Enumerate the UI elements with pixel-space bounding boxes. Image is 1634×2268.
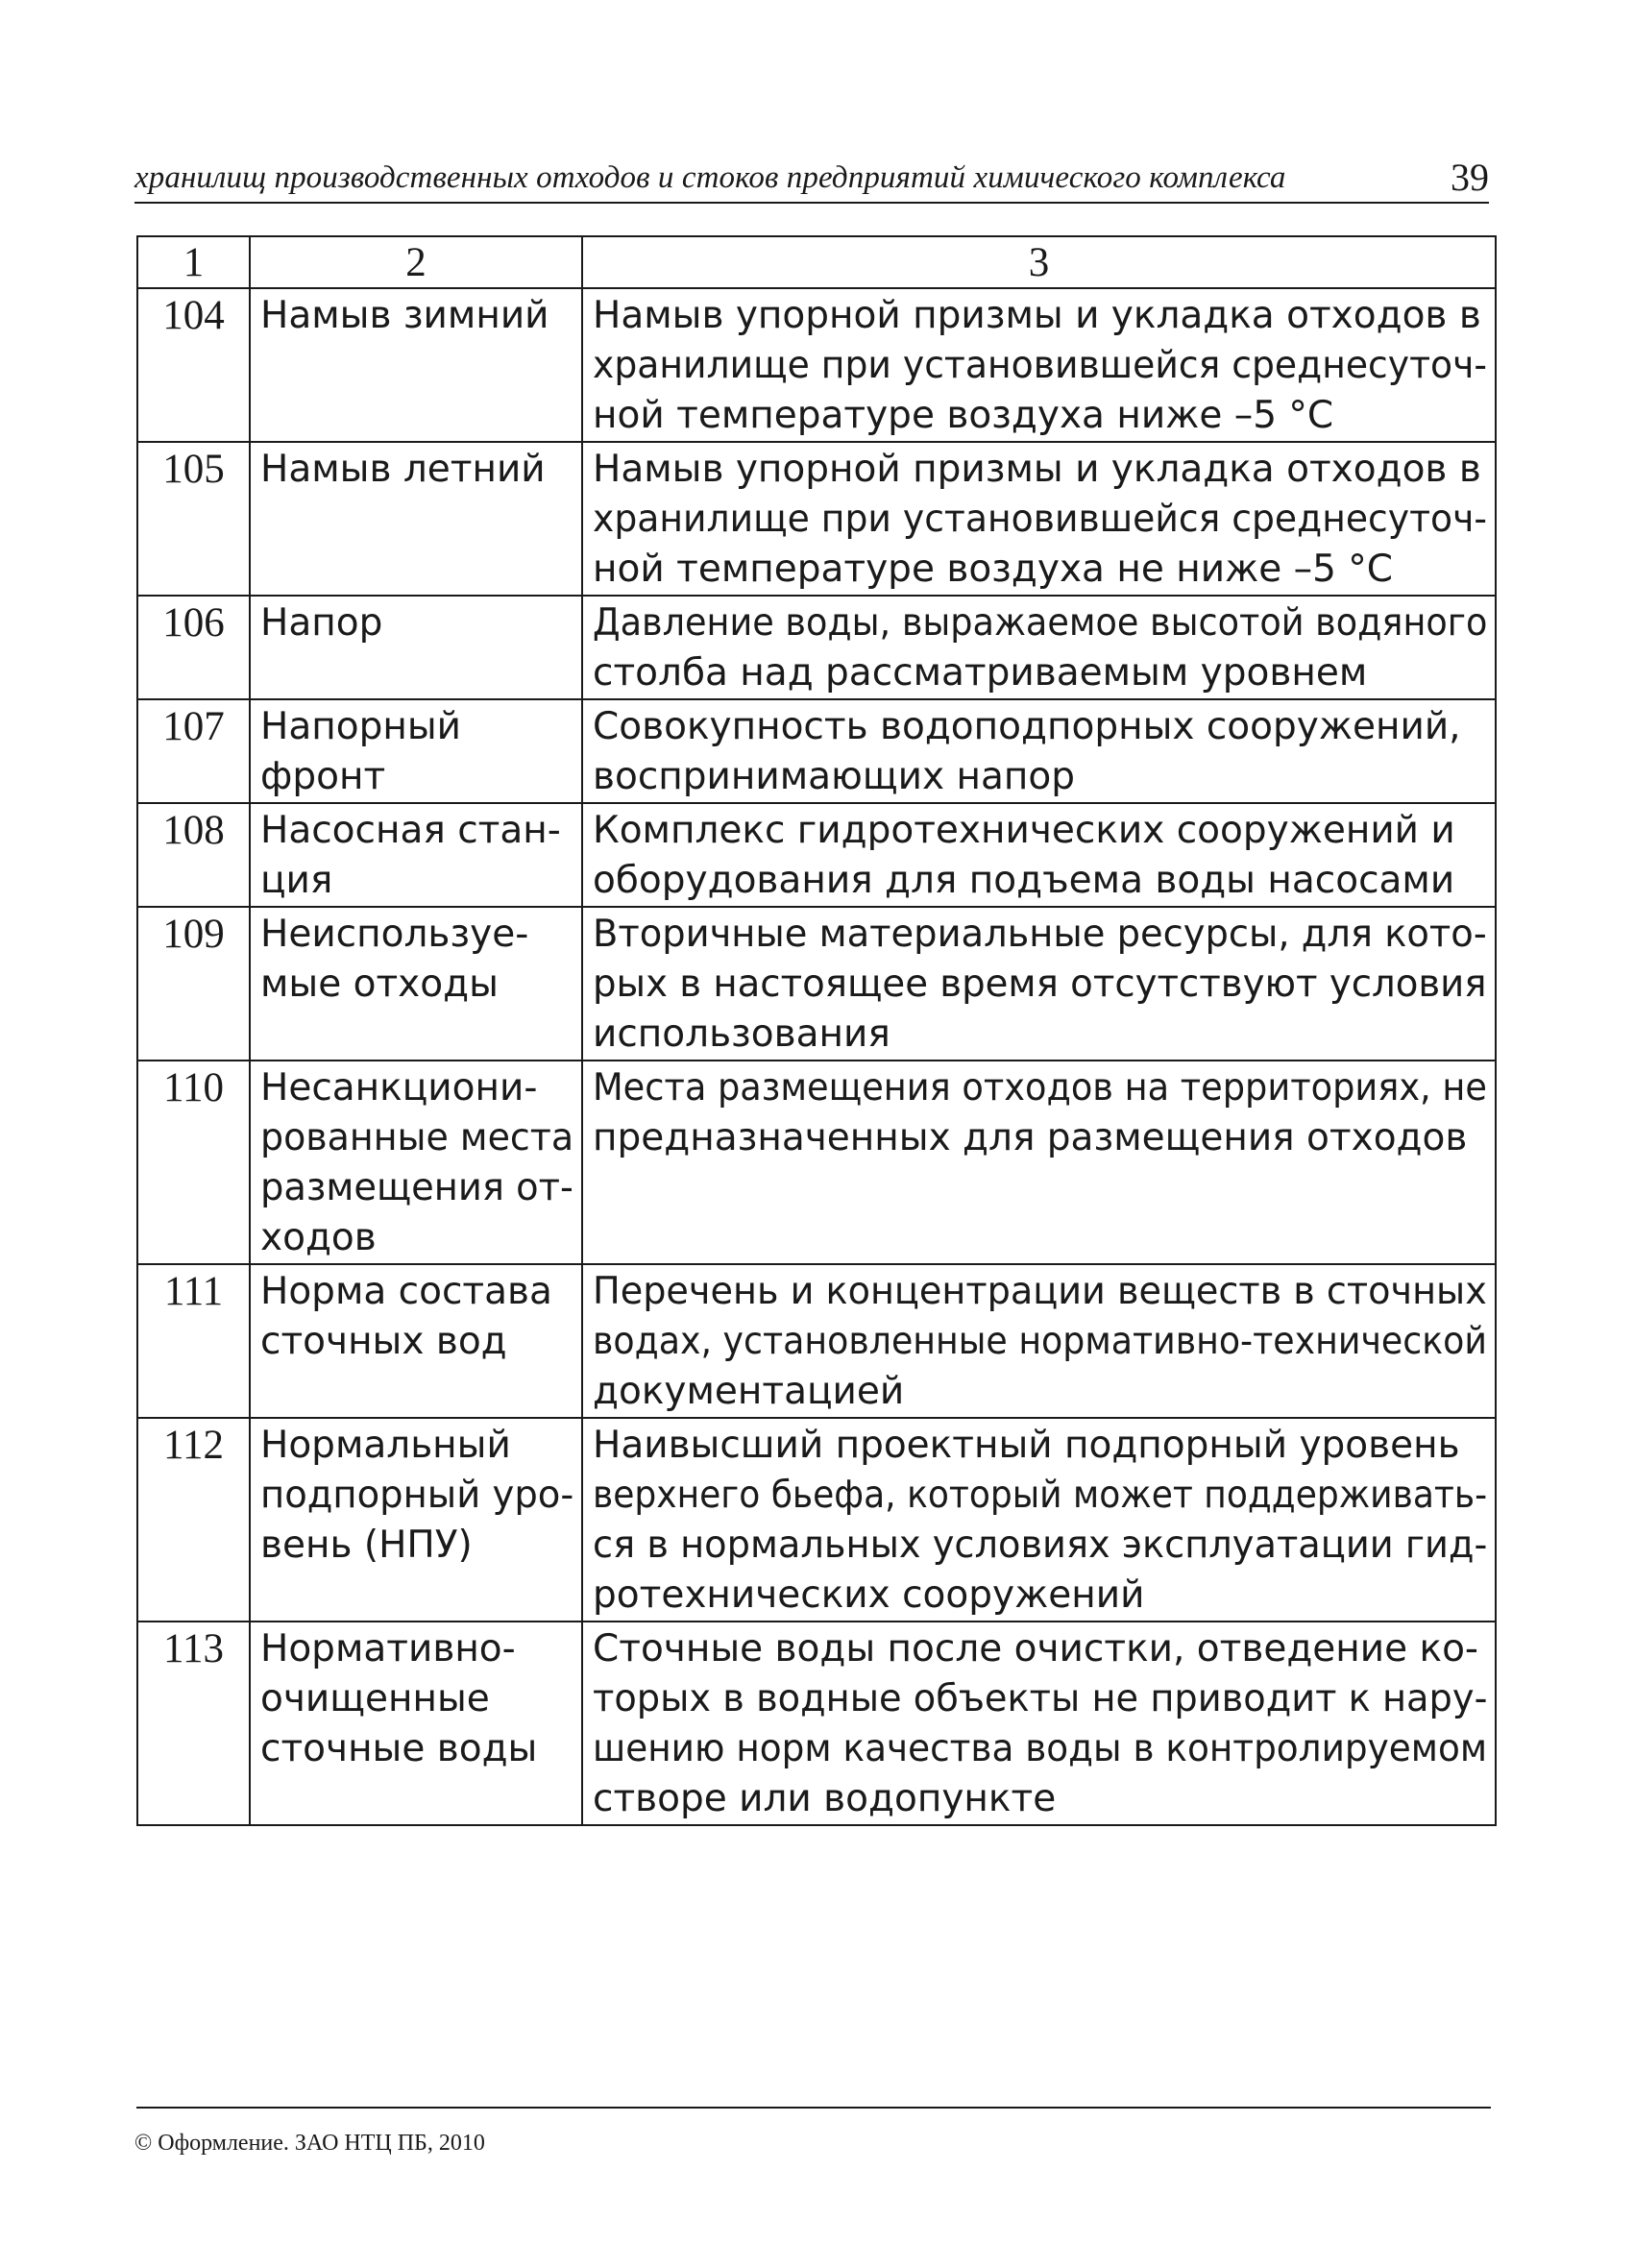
table-body — [137, 288, 1496, 1825]
term-line: Неиспользуе- — [260, 913, 529, 956]
term-cell — [250, 288, 582, 442]
definition-line: документацией — [593, 1370, 905, 1413]
definition-line: ной температуре воздуха не ниже –5 °С — [593, 548, 1394, 591]
table-row — [137, 1418, 1496, 1622]
definition-cell — [582, 907, 1496, 1061]
definition-line: ся в нормальных условиях эксплуатации гид- — [593, 1524, 1488, 1567]
row-number: 104 — [137, 288, 250, 442]
row-number: 108 — [137, 803, 250, 907]
term-line: фронт — [260, 755, 386, 798]
definition-cell — [582, 803, 1496, 907]
definition-cell — [582, 1622, 1496, 1825]
definition-line: воспринимающих напор — [593, 755, 1075, 798]
definition-line: столба над рассматриваемым уровнем — [593, 651, 1368, 695]
table-row — [137, 1061, 1496, 1264]
table-header-row — [137, 236, 1496, 288]
term-line: ция — [260, 859, 333, 902]
definition-line: Перечень и концентрации веществ в сточных — [593, 1270, 1487, 1313]
term-line: размещения от- — [260, 1166, 573, 1209]
definition-line: шению норм качества воды в контролируемом — [593, 1727, 1488, 1770]
row-number: 106 — [137, 596, 250, 699]
term-line: сточные воды — [260, 1727, 538, 1770]
definition-line: предназначенных для размещения отходов — [593, 1116, 1468, 1159]
term-line: Насосная стан- — [260, 809, 561, 852]
definition-line: Места размещения отходов на территориях, не — [593, 1066, 1488, 1110]
definition-line: Совокупность водоподпорных сооружений, — [593, 705, 1461, 748]
definition-line: Давление воды, выражаемое высотой водяного — [593, 601, 1488, 645]
term-line: сточных вод — [260, 1320, 507, 1363]
column-header-definition: 3 — [582, 236, 1496, 288]
definition-cell — [582, 442, 1496, 596]
footer-copyright: © Оформление. ЗАО НТЦ ПБ, 2010 — [134, 2131, 485, 2156]
term-line: Несанкциони- — [260, 1066, 538, 1110]
term-cell — [250, 596, 582, 699]
definition-line: ротехнических сооружений — [593, 1573, 1145, 1617]
term-line: мые отходы — [260, 963, 499, 1006]
definition-line: Намыв упорной призмы и укладка отходов в — [593, 294, 1481, 337]
terms-table — [136, 235, 1497, 1826]
definition-line: торых в водные объекты не приводит к нару- — [593, 1677, 1488, 1720]
term-cell — [250, 1061, 582, 1264]
term-line: Нормальный — [260, 1424, 511, 1467]
term-line: Напор — [260, 601, 383, 645]
row-number: 107 — [137, 699, 250, 803]
row-number: 112 — [137, 1418, 250, 1622]
term-line: Норма состава — [260, 1270, 552, 1313]
column-header-number: 1 — [137, 236, 250, 288]
definition-line: хранилище при установившейся среднесуточ- — [593, 498, 1488, 541]
term-line: Напорный — [260, 705, 461, 748]
term-line: рованные места — [260, 1116, 574, 1159]
definition-cell — [582, 699, 1496, 803]
table-row — [137, 1264, 1496, 1418]
term-cell — [250, 699, 582, 803]
definition-line: хранилище при установившейся среднесуточ- — [593, 344, 1488, 387]
term-line: Нормативно- — [260, 1627, 516, 1671]
footer-rule — [136, 2107, 1491, 2109]
column-header-term: 2 — [250, 236, 582, 288]
definition-cell — [582, 1061, 1496, 1264]
definition-cell — [582, 596, 1496, 699]
definition-cell — [582, 1264, 1496, 1418]
term-cell — [250, 442, 582, 596]
table-row — [137, 1622, 1496, 1825]
table-row — [137, 699, 1496, 803]
term-cell — [250, 907, 582, 1061]
table-row — [137, 288, 1496, 442]
page-number: 39 — [1451, 156, 1489, 199]
term-line: Намыв летний — [260, 448, 546, 491]
table-row — [137, 803, 1496, 907]
definition-line: Намыв упорной призмы и укладка отходов в — [593, 448, 1481, 491]
definition-line: верхнего бьефа, который может поддерживать- — [593, 1474, 1488, 1517]
term-cell — [250, 803, 582, 907]
term-cell — [250, 1264, 582, 1418]
row-number: 113 — [137, 1622, 250, 1825]
definition-cell — [582, 1418, 1496, 1622]
definition-line: Наивысший проектный подпорный уровень — [593, 1424, 1460, 1467]
table-row — [137, 907, 1496, 1061]
row-number: 109 — [137, 907, 250, 1061]
row-number: 111 — [137, 1264, 250, 1418]
running-header — [134, 144, 1489, 204]
term-line: подпорный уро- — [260, 1474, 574, 1517]
definition-line: Сточные воды после очистки, отведение ко- — [593, 1627, 1479, 1671]
term-cell — [250, 1622, 582, 1825]
definition-line: ной температуре воздуха ниже –5 °С — [593, 394, 1334, 437]
term-line: Намыв зимний — [260, 294, 549, 337]
term-line: очищенные — [260, 1677, 490, 1720]
definition-line: использования — [593, 1012, 890, 1056]
definition-line: Комплекс гидротехнических сооружений и — [593, 809, 1455, 852]
term-line: ходов — [260, 1216, 377, 1259]
table-row — [137, 442, 1496, 596]
definition-line: рых в настоящее время отсутствуют условия — [593, 963, 1487, 1006]
definition-line: Вторичные материальные ресурсы, для кото- — [593, 913, 1487, 956]
definition-line: водах, установленные нормативно-технической — [593, 1320, 1487, 1363]
definition-line: створе или водопункте — [593, 1777, 1057, 1820]
row-number: 105 — [137, 442, 250, 596]
row-number: 110 — [137, 1061, 250, 1264]
definition-cell — [582, 288, 1496, 442]
table-row — [137, 596, 1496, 699]
term-cell — [250, 1418, 582, 1622]
term-line: вень (НПУ) — [260, 1524, 473, 1567]
definition-line: оборудования для подъема воды насосами — [593, 859, 1455, 902]
running-title: хранилищ производственных отходов и стоков предприятий химического комплекса — [134, 160, 1286, 195]
